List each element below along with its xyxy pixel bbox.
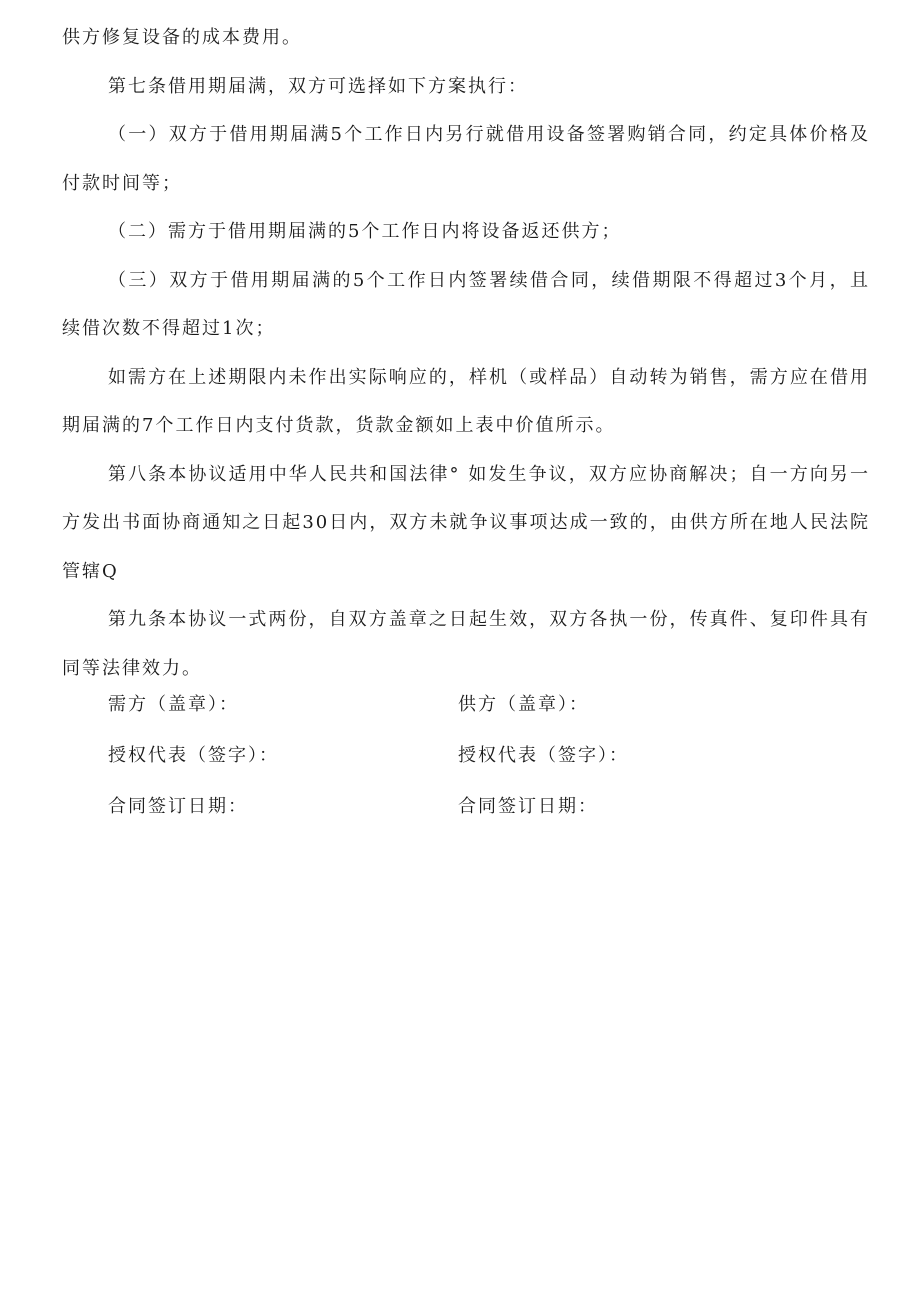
paragraph-article-7: 第七条借用期届满，双方可选择如下方案执行： xyxy=(108,75,528,97)
paragraph-article-9: 第九条本协议一式两份，自双方盖章之日起生效，双方各执一份，传真件、复印件具有同等法律效力。 xyxy=(62,609,870,679)
paragraph-option-1: （一）双方于借用期届满5个工作日内另行就借用设备签署购销合同，约定具体价格及付款时间等； xyxy=(62,124,870,194)
paragraph-auto-sale: 如需方在上述期限内未作出实际响应的，样机（或样品）自动转为销售，需方应在借用期届满的7个工作日内支付货款，货款金额如上表中价值所示。 xyxy=(62,366,870,436)
signature-row-date xyxy=(108,779,808,830)
paragraph-article-8: 第八条本协议适用中华人民共和国法律° 如发生争议，双方应协商解决；自一方向另一方发出书面协商通知之日起30日内，双方未就争议事项达成一致的，由供方所在地人民法院管辖Q xyxy=(62,463,870,582)
buyer-date-label: 合同签订日期： xyxy=(108,795,248,817)
contract-body xyxy=(62,14,870,693)
seller-seal-label: 供方（盖章）： xyxy=(458,693,589,715)
seller-date-label: 合同签订日期： xyxy=(458,795,598,817)
paragraph-option-2: （二）需方于借用期届满的5个工作日内将设备返还供方； xyxy=(108,221,622,242)
signature-row-seal xyxy=(108,677,808,728)
seller-representative-label: 授权代表（签字）： xyxy=(458,744,629,766)
paragraph-cost-clause: 供方修复设备的成本费用。 xyxy=(62,27,302,48)
signature-row-representative xyxy=(108,728,808,779)
buyer-representative-label: 授权代表（签字）： xyxy=(108,744,279,766)
paragraph-option-3: （三）双方于借用期届满的5个工作日内签署续借合同，续借期限不得超过3个月，且续借次数不得超过1次； xyxy=(62,269,870,339)
buyer-seal-label: 需方（盖章）： xyxy=(108,693,239,715)
signature-block xyxy=(108,677,808,830)
